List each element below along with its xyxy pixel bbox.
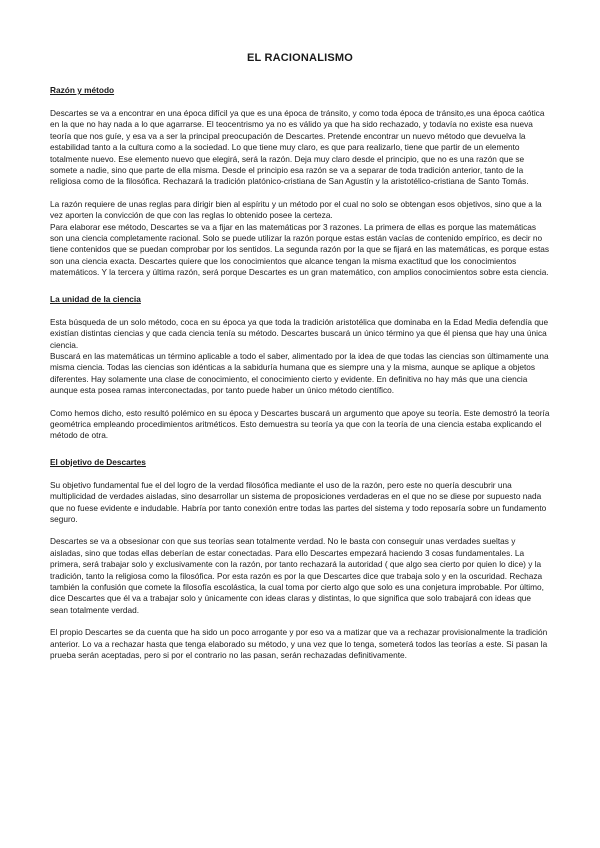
section-razon-metodo <box>50 85 550 279</box>
paragraph: El propio Descartes se da cuenta que ha sido un poco arrogante y por eso va a matizar que va a rechazar provisionalmente la tradición anterior. Lo va a rechazar hasta que tenga elaborado su método, y una vez que lo tenga, someterá todos las teorías a este. Si pasan la prueba serán aceptadas, pero si por el contrario no las pasan, serán rechazadas definitivamente. <box>50 627 548 661</box>
section-unidad-ciencia <box>50 294 550 442</box>
document-title: EL RACIONALISMO <box>246 52 354 64</box>
paragraph: La razón requiere de unas reglas para dirigir bien al espíritu y un método por el cual no solo se obtengan esos objetivos, sino que a la vez aporten la convicción de que con las reglas lo obtenido posee la certeza. <box>50 198 542 221</box>
paragraph: Como hemos dicho, esto resultó polémico en su época y Descartes buscará un argumento que apoye su teoría. Este demostró la teoría geométrica empleando procedimientos aritméticos. Esto demuestra su teoría ya que con la teoría de una ciencia estaba explicando el método de otra. <box>50 407 550 441</box>
paragraph: Descartes se va a obsesionar con que sus teorías sean totalmente verdad. No le basta con conseguir unas verdades sueltas y aisladas, sino que todas ellas deberían de estar conectadas. Para ello Descartes empezará haciendo 3 cosas fundamentales. La primera, será trabajar solo y exclusivamente con la razón, por tanto rechazará la autoridad ( que algo sea cierto por quien lo dice) y la tradición, tanto la religiosa como la filosófica. Por esta razón es por la que Descartes dice que trabaja solo y en la oscuridad. Rechaza también la confusión que comete la filosofía escolástica, la cual toma por cierto algo que solo es una conjetura improbable. Por último, dice Descartes que él va a trabajar solo y únicamente con ideas claras y distintas, lo que significa que solo trabajará con ideas que sean totalmente verdad. <box>50 536 544 615</box>
section-objetivo-descartes <box>50 457 550 662</box>
section-heading: El objetivo de Descartes <box>50 456 146 467</box>
paragraph: Descartes se va a encontrar en una época difícil ya que es una época de tránsito, y como toda época de tránsito,es una época caótica en la que no hay nada a lo que agarrarse. El teocentrismo ya no es válido ya que ha sido rechazado, y todavía no existe esa nueva teoría que nos guíe, y esa va a ser la principal preocupación de Descartes. Pretende encontrar un nuevo método que devuelva la estabilidad tanto a la cultura como a la sociedad. Lo que tiene muy claro, es que para realizarlo, tiene que partir de un elemento totalmente nuevo. Ese elemento nuevo que elegirá, será la razón. Deja muy claro desde el principio, que no es una razón que se somete a nadie, sino que parte de ella misma. Desde el principio esa razón se va a separar de toda tradición anterior, tanto de la religiosa como de la filosófica. Rechazará la tradición platónico-cristiana de San Agustín y la aristotélico-cristiana de Santo Tomás. <box>50 108 545 187</box>
paragraph: Para elaborar ese método, Descartes se va a fijar en las matemáticas por 3 razones. La primera de ellas es porque las matemáticas son una ciencia completamente racional. Solo se puede utilizar la razón porque estas están vacías de contenido empírico, es decir no tiene contenidos que se puedan comprobar por los sentidos. La segunda razón por la que se fijará en las matemáticas, es porque estas son una ciencia exacta. Descartes quiere que los conocimientos que alcance tengan la misma exactitud que los conocimientos matemáticos. Y la tercera y última razón, será porque Descartes es un gran matemático, con amplios conocimientos sobre esta ciencia. <box>50 221 550 278</box>
paragraph: Esta búsqueda de un solo método, coca en su época ya que toda la tradición aristotélica que dominaba en la Edad Media defendía que existían distintas ciencias y que cada ciencia tenía su método. Descartes buscará un único término ya que él piensa que hay una única ciencia. <box>50 316 549 350</box>
paragraph: Buscará en las matemáticas un término aplicable a todo el saber, alimentado por la idea de que todas las ciencias son últimamente una misma ciencia. Todas las ciencias son idénticas a la sabiduría humana que es siempre una y la misma, aunque se aplique a objetos diferentes. Hay solamente una clase de conocimiento, el conocimiento cierto y evidente. En definitiva no hay más que una ciencia aunque esta posea ramas interconectadas, por tanto puede haber un único método científico. <box>50 350 549 396</box>
paragraph: Su objetivo fundamental fue el del logro de la verdad filosófica mediante el uso de la razón, pero este no quería descubrir una multiplicidad de verdades aisladas, sino desarrollar un sistema de proposiciones verdaderas en el que no se diese por supuesto nada que no fuese evidente e indudable. Habría por tanto conexión entre todas las partes del sistema y todo reposaría sobre un fundamento seguro. <box>50 479 547 524</box>
section-heading: La unidad de la ciencia <box>50 293 141 304</box>
section-heading: Razón y método <box>50 85 115 95</box>
